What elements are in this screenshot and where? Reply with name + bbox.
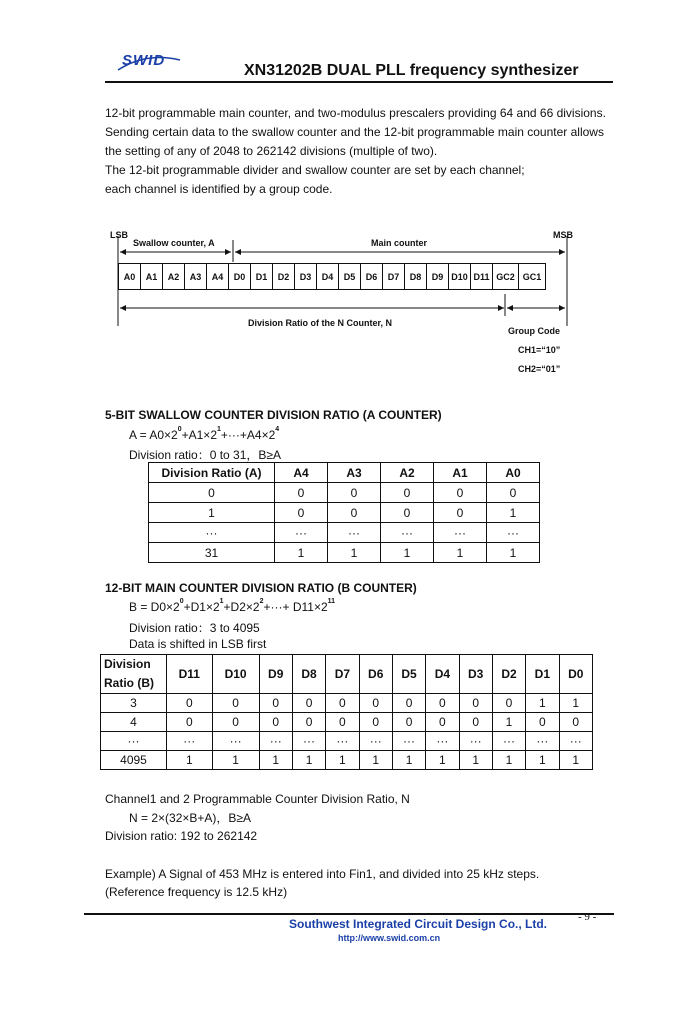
table-cell: ··· — [359, 732, 392, 751]
table-cell: 1 — [167, 751, 213, 770]
table-cell: ··· — [167, 732, 213, 751]
header-rule — [105, 81, 613, 83]
table-cell: 0 — [259, 694, 292, 713]
table-cell: 0 — [434, 483, 487, 503]
table-cell: 0 — [328, 503, 381, 523]
table-cell: 0 — [149, 483, 275, 503]
table-cell: ··· — [492, 732, 525, 751]
msb-label: MSB — [553, 230, 573, 240]
table-cell: ··· — [326, 732, 359, 751]
table-cell: 1 — [326, 751, 359, 770]
table-header-cell: A1 — [434, 463, 487, 483]
group-code-label: Group Code — [508, 326, 560, 336]
table-cell: 0 — [559, 713, 592, 732]
table-header-cell: D9 — [259, 655, 292, 694]
section-b-shift-note: Data is shifted in LSB first — [129, 637, 267, 651]
table-header-cell: D7 — [326, 655, 359, 694]
bit-cell: GC1 — [522, 271, 542, 282]
table-cell: ··· — [392, 732, 425, 751]
table-cell: ··· — [559, 732, 592, 751]
table-cell: 4 — [101, 713, 167, 732]
table-header-row — [101, 655, 593, 694]
table-cell: 1 — [381, 543, 434, 563]
bit-cell: D9 — [427, 264, 449, 289]
table-row — [149, 523, 540, 543]
table-cell: 3 — [101, 694, 167, 713]
bit-cell: D0 — [229, 264, 251, 289]
bit-cell: D6 — [361, 264, 383, 289]
table-header-cell: D0 — [559, 655, 592, 694]
table-cell: 1 — [149, 503, 275, 523]
page-number: - 9 - — [578, 911, 597, 923]
table-cell: 0 — [392, 713, 425, 732]
table-row — [149, 503, 540, 523]
footer-rule — [84, 913, 614, 915]
table-cell: 0 — [326, 694, 359, 713]
table-header-cell: A0 — [487, 463, 540, 483]
intro-line-2: Sending certain data to the swallow counter and the 12-bit programmable main counter allows — [105, 125, 604, 139]
section-a-heading: 5-BIT SWALLOW COUNTER DIVISION RATIO (A COUNTER) — [105, 408, 442, 422]
a-counter-table — [148, 462, 540, 563]
bit-cell: D1 — [251, 264, 273, 289]
bit-cell: D8 — [405, 264, 427, 289]
main-counter-label: Main counter — [371, 238, 428, 248]
table-cell: 0 — [392, 694, 425, 713]
table-cell: ··· — [292, 732, 325, 751]
section-a-formula: $A = A0\times 2^0+A1\times 2^1+\cdot\cdot\cdot+A4\times 2^4$ — [129, 426, 280, 442]
bit-cell: A0 — [119, 264, 141, 289]
table-cell: 0 — [359, 713, 392, 732]
table-header-cell: D2 — [492, 655, 525, 694]
b-counter-table — [100, 654, 593, 770]
footer-company: Southwest Integrated Circuit Design Co., Ltd. — [289, 917, 548, 931]
table-cell: 0 — [459, 713, 492, 732]
table-cell: 0 — [381, 503, 434, 523]
table-row — [101, 751, 593, 770]
table-header-cell: D3 — [459, 655, 492, 694]
bit-cell: D3 — [295, 264, 317, 289]
bit-field-row — [118, 263, 546, 290]
table-header-cell: A2 — [381, 463, 434, 483]
intro-line-3: the setting of any of 2048 to 262142 divisions (multiple of two). — [105, 144, 438, 158]
table-header-cell: Division Ratio (B) — [101, 655, 167, 694]
table-cell: 1 — [212, 751, 259, 770]
intro-line-4: The 12-bit programmable divider and swallow counter are set by each channel; — [105, 163, 525, 177]
table-header-cell: Division Ratio (A) — [149, 463, 275, 483]
table-header-row — [149, 463, 540, 483]
table-cell: 1 — [292, 751, 325, 770]
bit-cell: D10 — [449, 264, 471, 289]
table-cell: 0 — [292, 694, 325, 713]
table-header-cell: D10 — [212, 655, 259, 694]
table-cell: 1 — [526, 694, 559, 713]
lsb-label: LSB — [110, 230, 128, 240]
table-cell: 0 — [212, 713, 259, 732]
bit-cell: A1 — [141, 264, 163, 289]
table-cell: 1 — [559, 694, 592, 713]
table-cell: 1 — [275, 543, 328, 563]
bit-cell: A3 — [185, 264, 207, 289]
table-cell: 0 — [259, 713, 292, 732]
table-cell: ··· — [259, 732, 292, 751]
table-cell: ··· — [526, 732, 559, 751]
example-line-2: (Reference frequency is 12.5 kHz) — [105, 885, 288, 899]
section-b-ratio: Division ratio：3 to 4095 — [129, 621, 260, 635]
intro-line-1: 12-bit programmable main counter, and two-modulus prescalers providing 64 and 66 divisions. — [105, 106, 606, 120]
table-cell: 0 — [459, 694, 492, 713]
channel-formula: N = 2×(32×B+A)，B≥A — [129, 811, 251, 825]
division-ratio-label: Division Ratio of the N Counter, N — [248, 318, 393, 328]
table-cell: 31 — [149, 543, 275, 563]
table-cell: 1 — [434, 543, 487, 563]
table-cell: 0 — [275, 503, 328, 523]
table-header-cell: D8 — [292, 655, 325, 694]
table-header-cell: D6 — [359, 655, 392, 694]
table-cell: 0 — [359, 694, 392, 713]
table-cell: 1 — [492, 751, 525, 770]
section-b-formula: $B = D0\times 2^0+D1\times 2^1+D2\times 2^2+\cdot\cdot\cdot+ D11\times 2^{11}$ — [129, 598, 336, 614]
table-cell: ··· — [275, 523, 328, 543]
section-b-heading: 12-BIT MAIN COUNTER DIVISION RATIO (B COUNTER) — [105, 581, 417, 595]
bit-cell: GC2 — [493, 264, 519, 289]
table-cell: ··· — [434, 523, 487, 543]
table-cell: 0 — [167, 694, 213, 713]
table-cell: 1 — [559, 751, 592, 770]
table-header-cell: A3 — [328, 463, 381, 483]
table-header-cell: D1 — [526, 655, 559, 694]
table-header-cell: D11 — [167, 655, 213, 694]
ch1-code-label: CH1=“10” — [518, 345, 561, 355]
table-row — [101, 732, 593, 751]
table-row — [149, 483, 540, 503]
table-cell: 0 — [381, 483, 434, 503]
table-row — [101, 694, 593, 713]
table-header-cell: D4 — [426, 655, 459, 694]
table-cell: 0 — [167, 713, 213, 732]
table-cell: 0 — [212, 694, 259, 713]
table-cell: ··· — [101, 732, 167, 751]
ch2-code-label: CH2=“01” — [518, 364, 561, 374]
table-cell: 1 — [487, 543, 540, 563]
bit-cell: A2 — [163, 264, 185, 289]
table-cell: 1 — [328, 543, 381, 563]
table-cell: 0 — [292, 713, 325, 732]
table-cell: ··· — [212, 732, 259, 751]
channel-line-1: Channel1 and 2 Programmable Counter Division Ratio, N — [105, 792, 410, 806]
bit-cell: D5 — [339, 264, 361, 289]
bit-cell: A4 — [207, 264, 229, 289]
company-logo: SWID — [122, 52, 166, 69]
table-cell: ··· — [381, 523, 434, 543]
table-row — [149, 543, 540, 563]
table-cell: 0 — [492, 694, 525, 713]
example-line-1: Example) A Signal of 453 MHz is entered into Fin1, and divided into 25 kHz steps. — [105, 867, 540, 881]
table-cell: 0 — [328, 483, 381, 503]
table-cell: 1 — [359, 751, 392, 770]
table-cell: 1 — [426, 751, 459, 770]
table-cell: 4095 — [101, 751, 167, 770]
intro-line-5: each channel is identified by a group code. — [105, 182, 333, 196]
table-cell: 0 — [275, 483, 328, 503]
document-title: XN31202B DUAL PLL frequency synthesizer — [244, 62, 579, 79]
table-cell: 0 — [426, 694, 459, 713]
table-cell: 0 — [426, 713, 459, 732]
channel-ratio: Division ratio: 192 to 262142 — [105, 829, 258, 843]
table-cell: 1 — [487, 503, 540, 523]
table-cell: 1 — [459, 751, 492, 770]
swallow-counter-label: Swallow counter, A — [133, 238, 215, 248]
bit-cell: D2 — [273, 264, 295, 289]
table-cell: ··· — [149, 523, 275, 543]
table-header-cell: A4 — [275, 463, 328, 483]
table-cell: 0 — [326, 713, 359, 732]
table-cell: 1 — [492, 713, 525, 732]
table-cell: 0 — [526, 713, 559, 732]
section-a-ratio: Division ratio：0 to 31，B≥A — [129, 448, 281, 462]
table-cell: 1 — [392, 751, 425, 770]
table-cell: ··· — [459, 732, 492, 751]
bit-cell: D7 — [383, 264, 405, 289]
table-cell: 1 — [526, 751, 559, 770]
footer-url[interactable]: http://www.swid.com.cn — [338, 933, 441, 943]
bit-cell: D4 — [317, 264, 339, 289]
bit-cell: D11 — [471, 264, 493, 289]
table-cell: 1 — [259, 751, 292, 770]
table-row — [101, 713, 593, 732]
table-cell: ··· — [328, 523, 381, 543]
table-cell: ··· — [487, 523, 540, 543]
table-cell: 0 — [434, 503, 487, 523]
table-cell: 0 — [487, 483, 540, 503]
table-header-cell: D5 — [392, 655, 425, 694]
table-cell: ··· — [426, 732, 459, 751]
